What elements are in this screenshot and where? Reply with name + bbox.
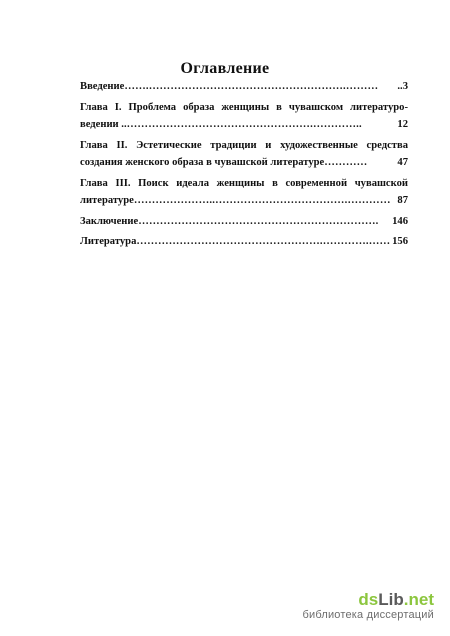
toc-leader-dots: …………………..……………………………….………… bbox=[133, 195, 391, 206]
toc-page-number: 47 bbox=[397, 157, 408, 168]
toc-leader-dots: ………… bbox=[324, 157, 368, 168]
toc-entry-chapter-2-line-1: Глава II. Эстетические традиции и художественные средства bbox=[80, 139, 408, 151]
toc-page-number: 146 bbox=[392, 215, 408, 227]
dslib-subtitle: библиотека диссертаций bbox=[302, 609, 434, 621]
toc-entry-conclusion bbox=[80, 213, 408, 231]
toc-leader-dots: …………………………………………….………….…… bbox=[136, 236, 391, 247]
toc-entry-chapter-3-line-1: Глава III. Поиск идеала женщины в современной чувашской bbox=[80, 177, 408, 189]
toc-page-number: 156 bbox=[392, 236, 408, 247]
toc-entry-label: Литература bbox=[80, 236, 137, 247]
toc-leader-dots: …….……………………………………………….……… bbox=[124, 81, 379, 92]
toc-entry-introduction bbox=[80, 78, 408, 96]
toc-page-number: 87 bbox=[397, 195, 408, 206]
toc-page-number: 12 bbox=[397, 119, 408, 130]
toc-entry-label: литературе bbox=[80, 195, 134, 206]
table-of-contents bbox=[80, 78, 408, 251]
page-title: Оглавление bbox=[180, 60, 270, 77]
toc-leader-dots: …………………………………………….………….. bbox=[126, 119, 362, 130]
toc-entry-chapter-1-line-2 bbox=[80, 116, 408, 134]
toc-entry-bibliography bbox=[80, 233, 408, 251]
dslib-logo: dsLib.net bbox=[358, 590, 434, 609]
toc-entry-chapter-1-line-1: Глава I. Проблема образа женщины в чувашском литературо- bbox=[80, 101, 408, 113]
toc-page-number: ..3 bbox=[397, 81, 408, 92]
toc-entry-label: Введение bbox=[80, 81, 125, 92]
toc-entry-chapter-3-line-2 bbox=[80, 192, 408, 210]
toc-entry-label: ведении .. bbox=[80, 119, 127, 130]
toc-leader-dots: …………………………………………………………. bbox=[138, 215, 379, 227]
toc-entry-chapter-2-line-2 bbox=[80, 154, 408, 172]
toc-entry-label: Заключение bbox=[80, 215, 139, 227]
toc-entry-label: создания женского образа в чувашской литературе bbox=[80, 157, 325, 168]
dslib-watermark bbox=[302, 591, 434, 622]
